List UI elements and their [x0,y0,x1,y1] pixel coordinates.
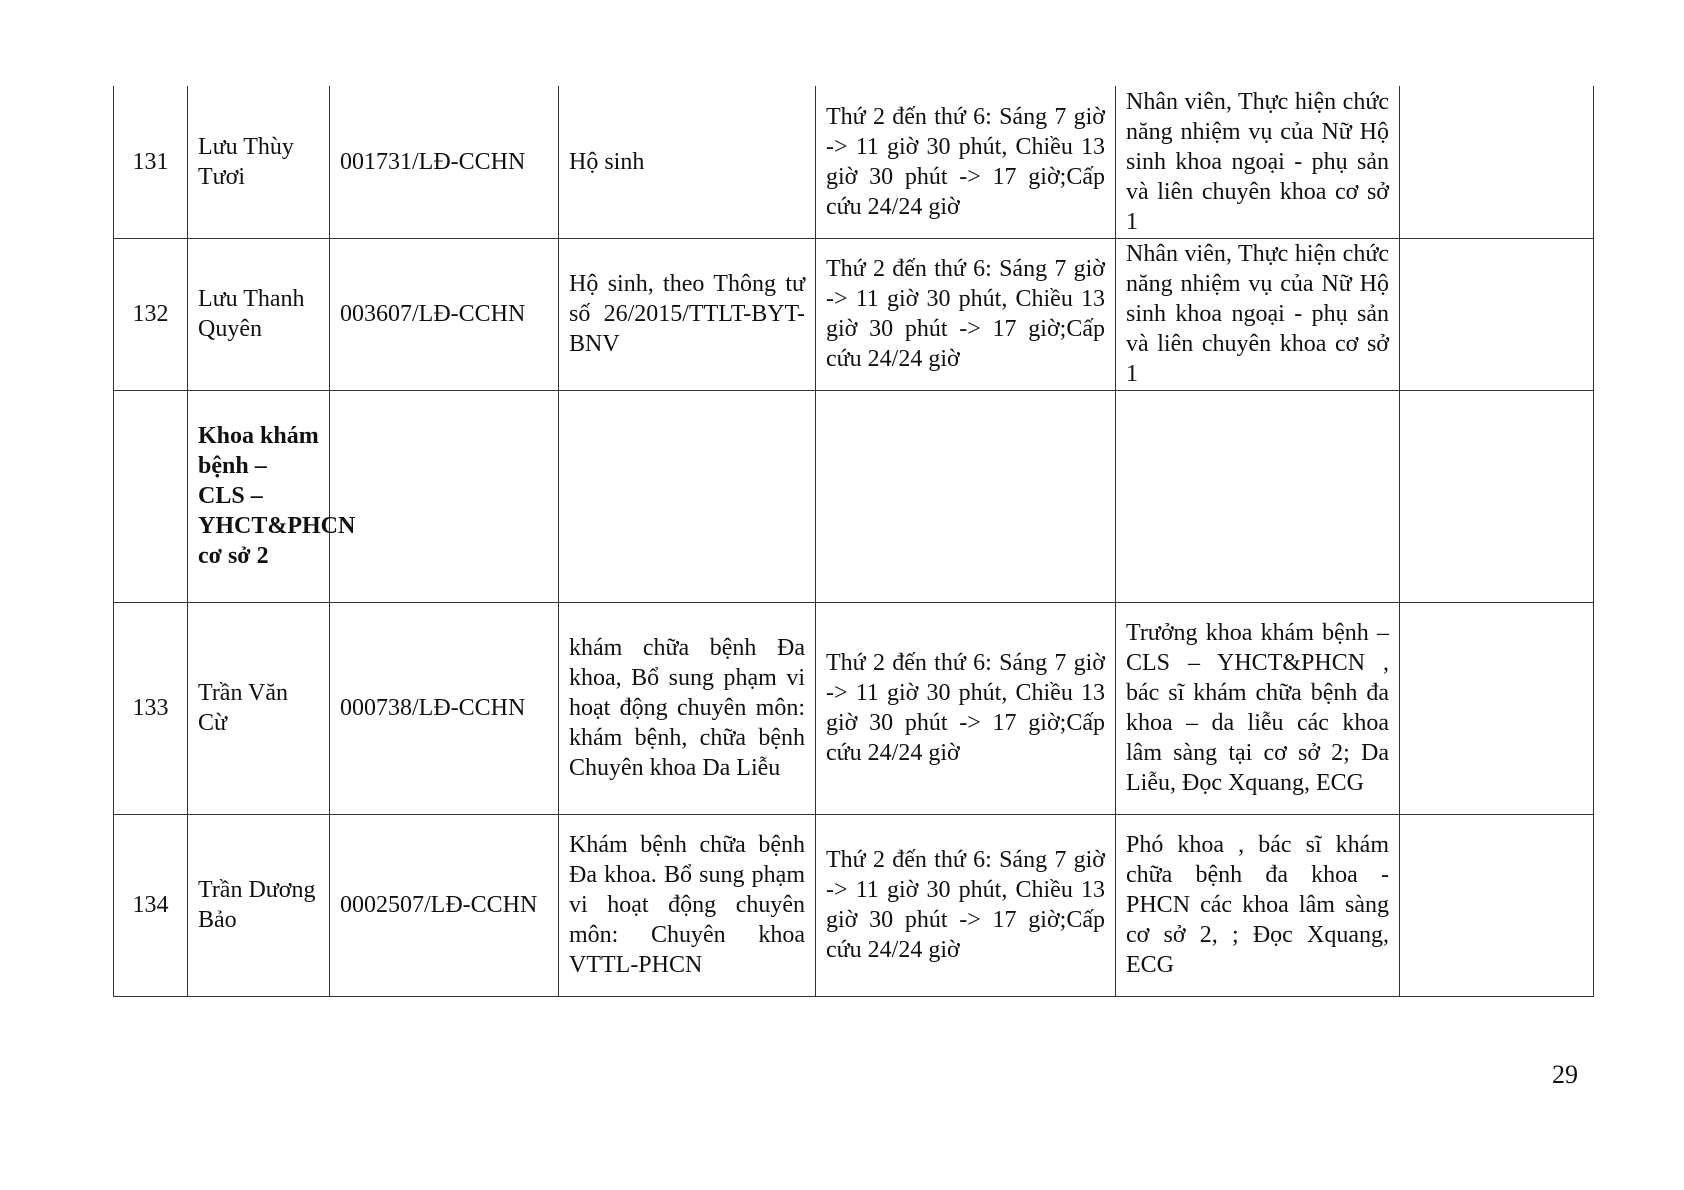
table-row [114,814,1594,996]
department-row [114,390,1594,602]
empty-cell [330,390,559,602]
row-number: 131 [114,86,188,238]
staff-name: Lưu Thanh Quyên [188,238,330,390]
practice-scope: Khám bệnh chữa bệnh Đa khoa. Bổ sung phạm vi hoạt động chuyên môn: Chuyên khoa VTTL-PHCN [559,814,816,996]
empty-cell [816,390,1116,602]
table-row [114,602,1594,814]
position-duties: Nhân viên, Thực hiện chức năng nhiệm vụ của Nữ Hộ sinh khoa ngoại - phụ sản và liên chuyên khoa cơ sở 1 [1116,238,1400,390]
position-duties: Trưởng khoa khám bệnh – CLS – YHCT&PHCN , bác sĩ khám chữa bệnh đa khoa – da liễu các khoa lâm sàng tại cơ sở 2; Da Liễu, Đọc Xquang, ECG [1116,602,1400,814]
staff-table [113,86,1594,997]
working-hours: Thứ 2 đến thứ 6: Sáng 7 giờ -> 11 giờ 30 phút, Chiều 13 giờ 30 phút -> 17 giờ;Cấp cứu 24/24 giờ [816,86,1116,238]
staff-name: Lưu Thùy Tươi [188,86,330,238]
note-cell [1400,86,1594,238]
practice-scope: khám chữa bệnh Đa khoa, Bổ sung phạm vi hoạt động chuyên môn: khám bệnh, chữa bệnh Chuyên khoa Da Liễu [559,602,816,814]
position-duties: Phó khoa , bác sĩ khám chữa bệnh đa khoa - PHCN các khoa lâm sàng cơ sở 2, ; Đọc Xquang, ECG [1116,814,1400,996]
department-name: Khoa khám bệnh – CLS – YHCT&PHCN cơ sở 2 [188,390,330,602]
empty-cell [114,390,188,602]
working-hours: Thứ 2 đến thứ 6: Sáng 7 giờ -> 11 giờ 30 phút, Chiều 13 giờ 30 phút -> 17 giờ;Cấp cứu 24/24 giờ [816,814,1116,996]
note-cell [1400,238,1594,390]
license-number: 001731/LĐ-CCHN [330,86,559,238]
row-number: 133 [114,602,188,814]
working-hours: Thứ 2 đến thứ 6: Sáng 7 giờ -> 11 giờ 30 phút, Chiều 13 giờ 30 phút -> 17 giờ;Cấp cứu 24/24 giờ [816,602,1116,814]
staff-name: Trần Văn Cừ [188,602,330,814]
license-number: 0002507/LĐ-CCHN [330,814,559,996]
position-duties: Nhân viên, Thực hiện chức năng nhiệm vụ của Nữ Hộ sinh khoa ngoại - phụ sản và liên chuyên khoa cơ sở 1 [1116,86,1400,238]
license-number: 000738/LĐ-CCHN [330,602,559,814]
note-cell [1400,814,1594,996]
staff-name: Trần Dương Bảo [188,814,330,996]
row-number: 134 [114,814,188,996]
working-hours: Thứ 2 đến thứ 6: Sáng 7 giờ -> 11 giờ 30 phút, Chiều 13 giờ 30 phút -> 17 giờ;Cấp cứu 24/24 giờ [816,238,1116,390]
license-number: 003607/LĐ-CCHN [330,238,559,390]
row-number: 132 [114,238,188,390]
empty-cell [559,390,816,602]
empty-cell [1400,390,1594,602]
note-cell [1400,602,1594,814]
practice-scope: Hộ sinh [559,86,816,238]
table-row [114,238,1594,390]
practice-scope: Hộ sinh, theo Thông tư số 26/2015/TTLT-BYT-BNV [559,238,816,390]
table-row [114,86,1594,238]
page-number: 29 [1552,1060,1578,1089]
empty-cell [1116,390,1400,602]
